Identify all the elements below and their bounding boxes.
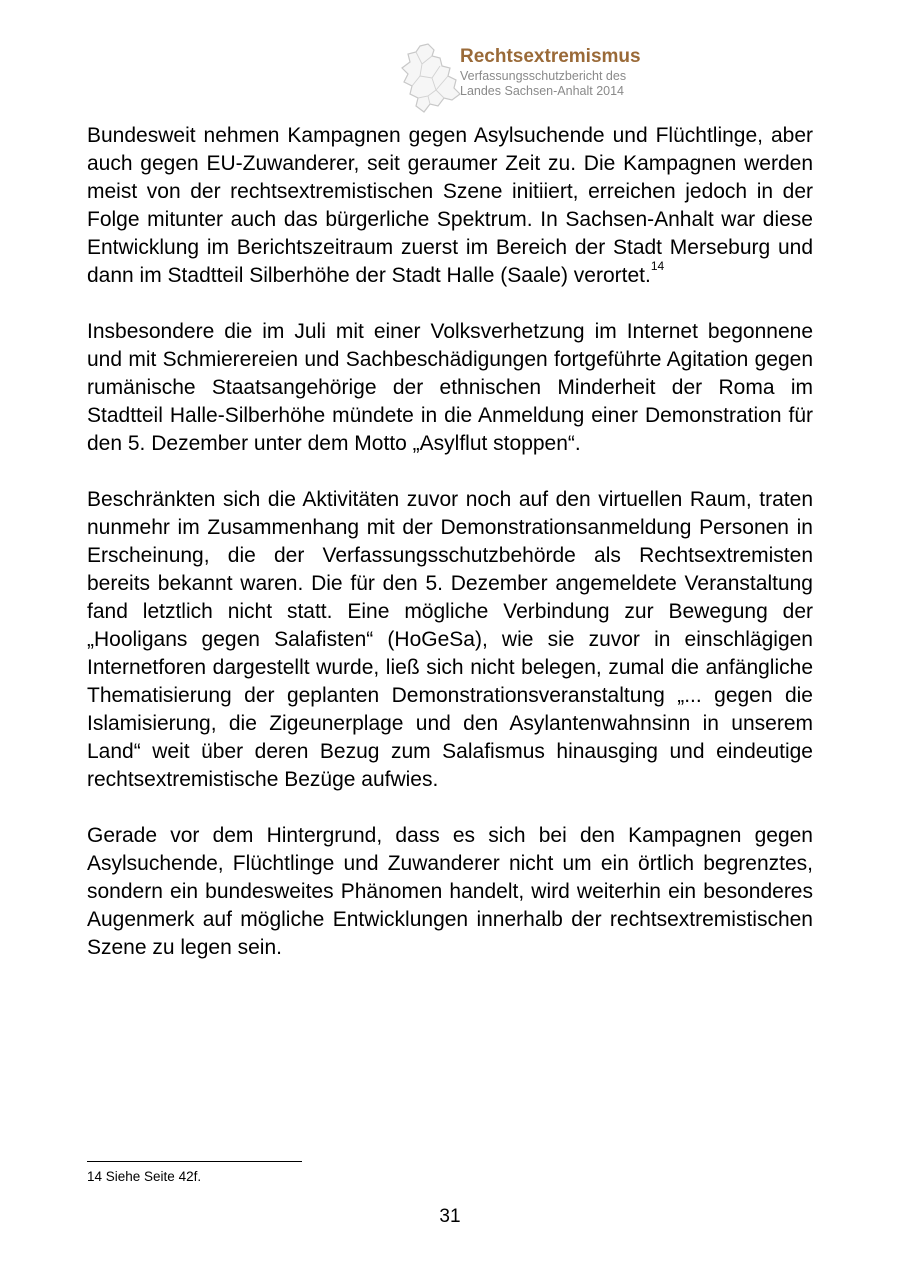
paragraph-2: Insbesondere die im Juli mit einer Volksverhetzung im Internet begonnene und mit Schmierereien und Sachbeschädigungen fortgeführte Agitation gegen rumänische Staatsangehörige der ethnischen Minderheit der Roma im Stadtteil Halle-Silberhöhe mündete in die Anmeldung einer Demonstration für den 5. Dezember unter dem Motto „Asylflut stoppen“. (87, 320, 813, 455)
paragraph-1 (87, 122, 813, 290)
paragraph-4: Gerade vor dem Hintergrund, dass es sich bei den Kampagnen gegen Asylsuchende, Flüchtlinge und Zuwanderer nicht um ein örtlich begrenztes, sondern ein bundesweites Phänomen handelt, wird weiterhin ein besonderes Augenmerk auf mögliche Entwicklungen innerhalb der rechtsextremistischen Szene zu legen sein. (87, 824, 813, 959)
paragraph-3: Beschränkten sich die Aktivitäten zuvor noch auf den virtuellen Raum, traten nunmehr im Zusammenhang mit der Demonstrationsanmeldung Personen in Erscheinung, die der Verfassungsschutzbehörde als Rechtsextremisten bereits bekannt waren. Die für den 5. Dezember angemeldete Veranstaltung fand letztlich nicht statt. Eine mögliche Verbindung zur Bewegung der „Hooligans gegen Salafisten“ (HoGeSa), wie sie zuvor in einschlägigen Internetforen dargestellt wurde, ließ sich nicht belegen, zumal die anfängliche Thematisierung der geplanten Demonstrationsveranstaltung „... gegen die Islamisierung, die Zigeunerplage und den Asylantenwahnsinn in unserem Land“ weit über deren Bezug zum Salafismus hinausging und eindeutige rechtsextremistische Bezüge aufwies. (87, 488, 813, 791)
header-subtitle-line-1: Verfassungsschutzbericht des (460, 69, 627, 83)
header-subtitle-line-2: Landes Sachsen-Anhalt 2014 (460, 84, 625, 98)
page-number: 31 (439, 1206, 461, 1227)
footnote-divider (87, 1161, 302, 1162)
paragraph-1-text: Bundesweit nehmen Kampagnen gegen Asylsuchende und Flüchtlinge, aber auch gegen EU-Zuwanderer, seit geraumer Zeit zu. Die Kampagnen werden meist von der rechtsextremistischen Szene initiiert, erreichen jedoch in der Folge mitunter auch das bürgerliche Spektrum. In Sachsen-Anhalt war diese Entwicklung im Berichtszeitraum zuerst im Bereich der Stadt Merseburg und dann im Stadtteil Silberhöhe der Stadt Halle (Saale) verortet. (87, 124, 813, 287)
header-title: Rechtsextremismus (460, 46, 641, 67)
sachsen-anhalt-map-icon (398, 42, 464, 114)
page-header (398, 42, 698, 116)
footnote: 14 Siehe Seite 42f. (87, 1169, 202, 1184)
footnote-ref[interactable]: 14 (650, 259, 665, 273)
main-text (87, 122, 813, 990)
